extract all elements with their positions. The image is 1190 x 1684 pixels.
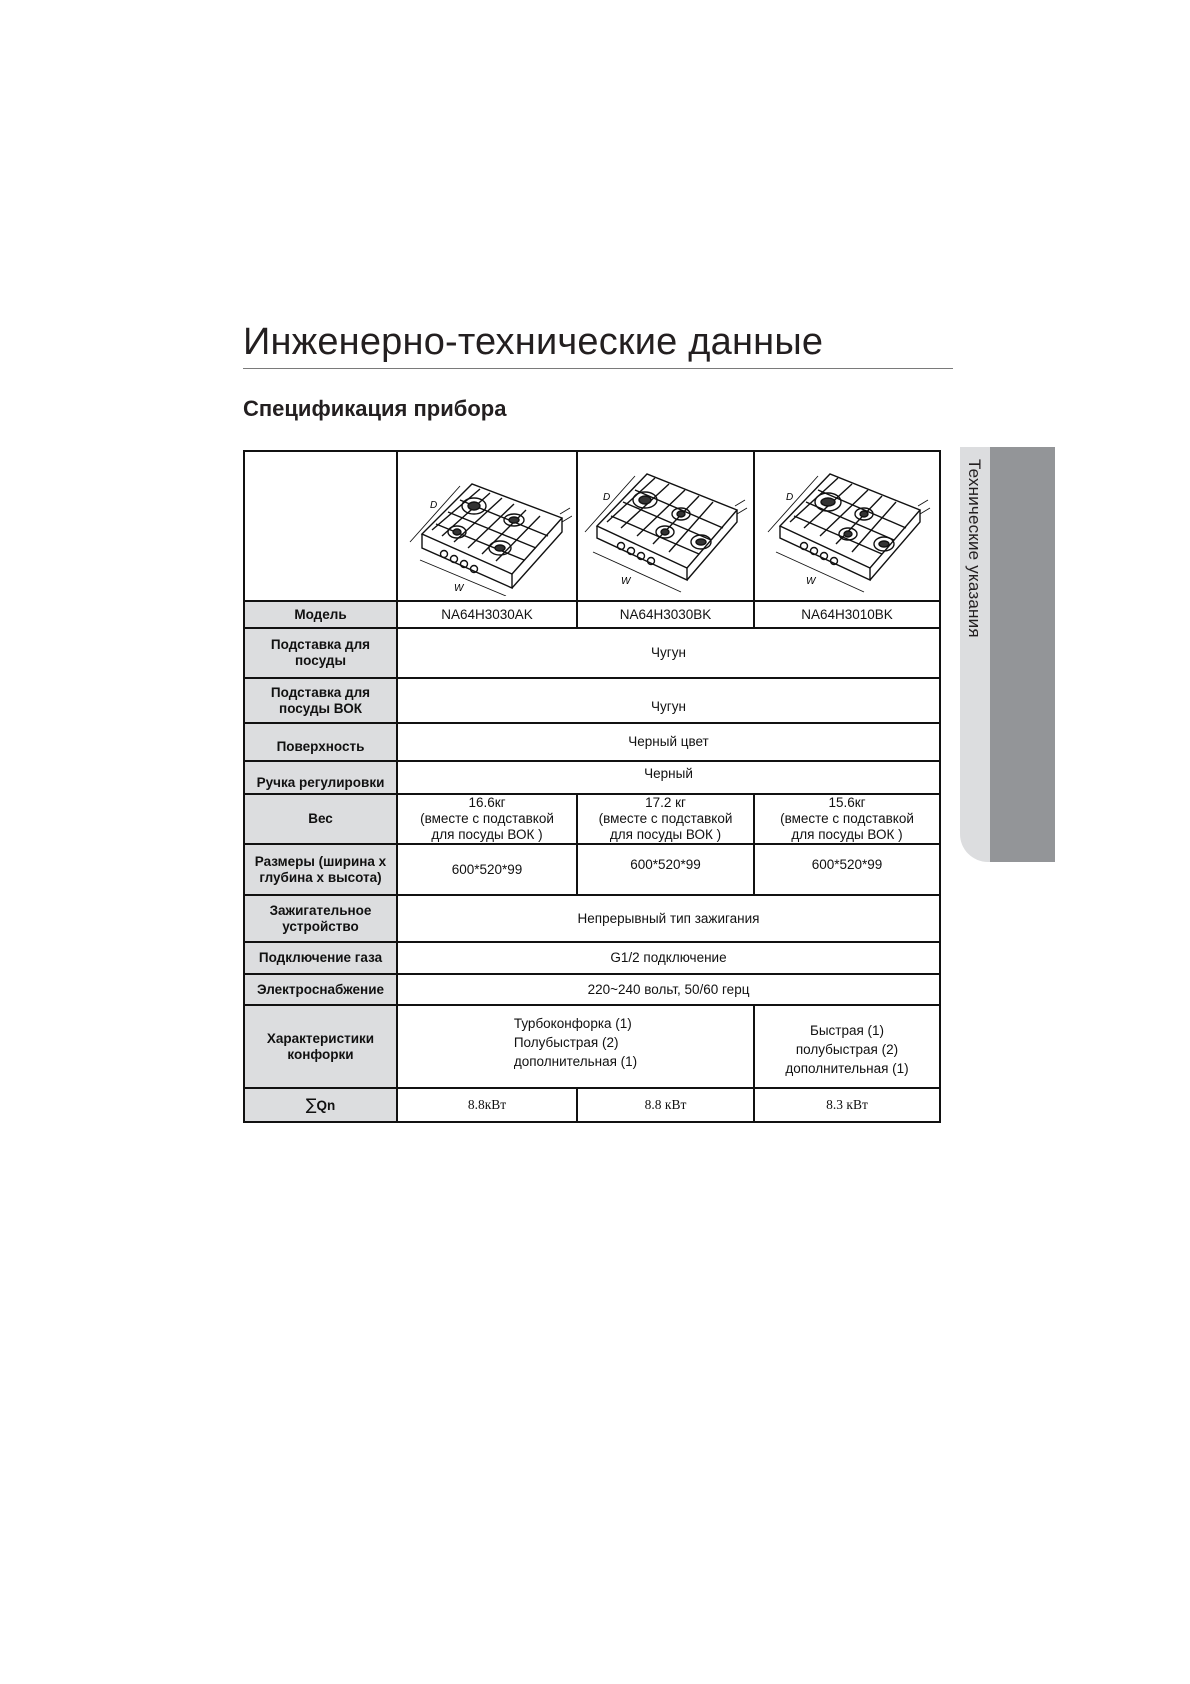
total-power-cell: 8.8кВт [397,1088,577,1122]
section-side-tab [960,447,1055,862]
row-label-ignition [244,895,397,942]
table-row-burners [244,1005,940,1088]
label-line: Подставка для [270,637,371,652]
table-row-dimensions [244,844,940,895]
burner-list [514,1014,637,1071]
label-line: глубина х высота) [259,869,382,885]
table-row-knob [244,761,940,794]
table-row-gas [244,942,940,974]
cooktop-drawing-icon [581,456,751,596]
label-line: Характеристики [266,1030,375,1046]
cooktop-drawing-icon [762,456,932,596]
page-title: Инженерно-технические данные [243,321,824,363]
sigma-icon: ∑ [305,1094,317,1114]
burners-ab-cell [397,1005,754,1088]
row-label-weight: Вес [244,794,397,844]
row-label-dimensions [244,844,397,895]
svg-text:W: W [620,576,630,587]
cooktop-drawing-cell [577,451,754,601]
cooktop-drawing-cell [397,451,577,601]
row-label-pan-support [244,628,397,678]
section-heading: Спецификация прибора [243,396,507,421]
table-row-surface [244,723,940,761]
row-label-surface: Поверхность [244,723,397,761]
weight-note: (вместе с подставкой [598,811,733,826]
label-line: посуды ВОК [279,700,362,716]
side-tab-label: Технические указания [965,459,984,638]
table-row-total-power [244,1088,940,1122]
weight-value: 15.6кг [828,795,866,810]
weight-value: 17.2 кг [645,795,686,810]
burner-item: Турбоконфорка (1) [513,1016,632,1031]
burner-item: дополнительная (1) [513,1054,638,1069]
burner-item: дополнительная (1) [785,1061,909,1076]
weight-value: 16.6кг [468,795,506,810]
svg-text:W: W [806,576,816,587]
svg-text:D: D [786,492,794,503]
cooktop-drawing-icon [402,456,572,596]
model-cell: NA64H3010BK [754,601,940,628]
total-power-cell: 8.3 кВт [754,1088,940,1122]
weight-cell [397,794,577,844]
weight-note: (вместе с подставкой [420,811,554,826]
burner-item: Быстрая (1) [809,1023,885,1038]
dimensions-cell: 600*520*99 [397,844,577,895]
table-row-wok-support [244,678,940,723]
table-row-power [244,974,940,1005]
table-row-pan-support [244,628,940,678]
knob-value: Черный [397,761,940,794]
label-line: конфорки [287,1046,354,1062]
wok-support-value: Чугун [397,678,940,723]
svg-text:W: W [454,583,464,594]
row-label-knob: Ручка регулировки [244,761,397,794]
weight-note: для посуды ВОК ) [791,827,903,842]
table-row-images [244,451,940,601]
row-label-model: Модель [244,601,397,628]
burner-item: Полубыстрая (2) [513,1035,619,1050]
table-row-model [244,601,940,628]
total-power-cell: 8.8 кВт [577,1088,754,1122]
label-line: Подставка для [270,684,371,700]
row-label-power: Электроснабжение [244,974,397,1005]
label-line: Зажигательное [269,902,372,918]
table-row-weight [244,794,940,844]
weight-cell [754,794,940,844]
weight-note: для посуды ВОК ) [609,827,722,842]
row-label-burners [244,1005,397,1088]
qn-label: Qn [316,1097,336,1113]
title-divider [243,368,953,369]
weight-note: для посуды ВОК ) [431,827,543,842]
dimensions-cell: 600*520*99 [754,844,940,895]
weight-note: (вместе с подставкой [780,811,914,826]
model-cell: NA64H3030AK [397,601,577,628]
gas-value: G1/2 подключение [397,942,940,974]
label-line: посуды [294,653,346,668]
svg-text:D: D [602,492,610,503]
pan-support-value: Чугун [397,628,940,678]
svg-text:D: D [430,500,438,511]
burner-item: полубыстрая (2) [795,1042,899,1057]
spec-table [243,450,941,1123]
surface-value: Черный цвет [397,723,940,761]
side-tab-dark-band [990,447,1055,862]
table-row-ignition [244,895,940,942]
label-line: устройство [282,918,359,934]
dimensions-cell: 600*520*99 [577,844,754,895]
cooktop-drawing-cell [754,451,940,601]
power-value: 220~240 вольт, 50/60 герц [397,974,940,1005]
empty-corner-cell [244,451,397,601]
row-label-total-power [244,1088,397,1122]
model-cell: NA64H3030BK [577,601,754,628]
row-label-wok-support [244,678,397,723]
ignition-value: Непрерывный тип зажигания [397,895,940,942]
weight-cell [577,794,754,844]
burners-c-cell [754,1005,940,1088]
row-label-gas: Подключение газа [244,942,397,974]
label-line: Размеры (ширина х [254,853,387,869]
